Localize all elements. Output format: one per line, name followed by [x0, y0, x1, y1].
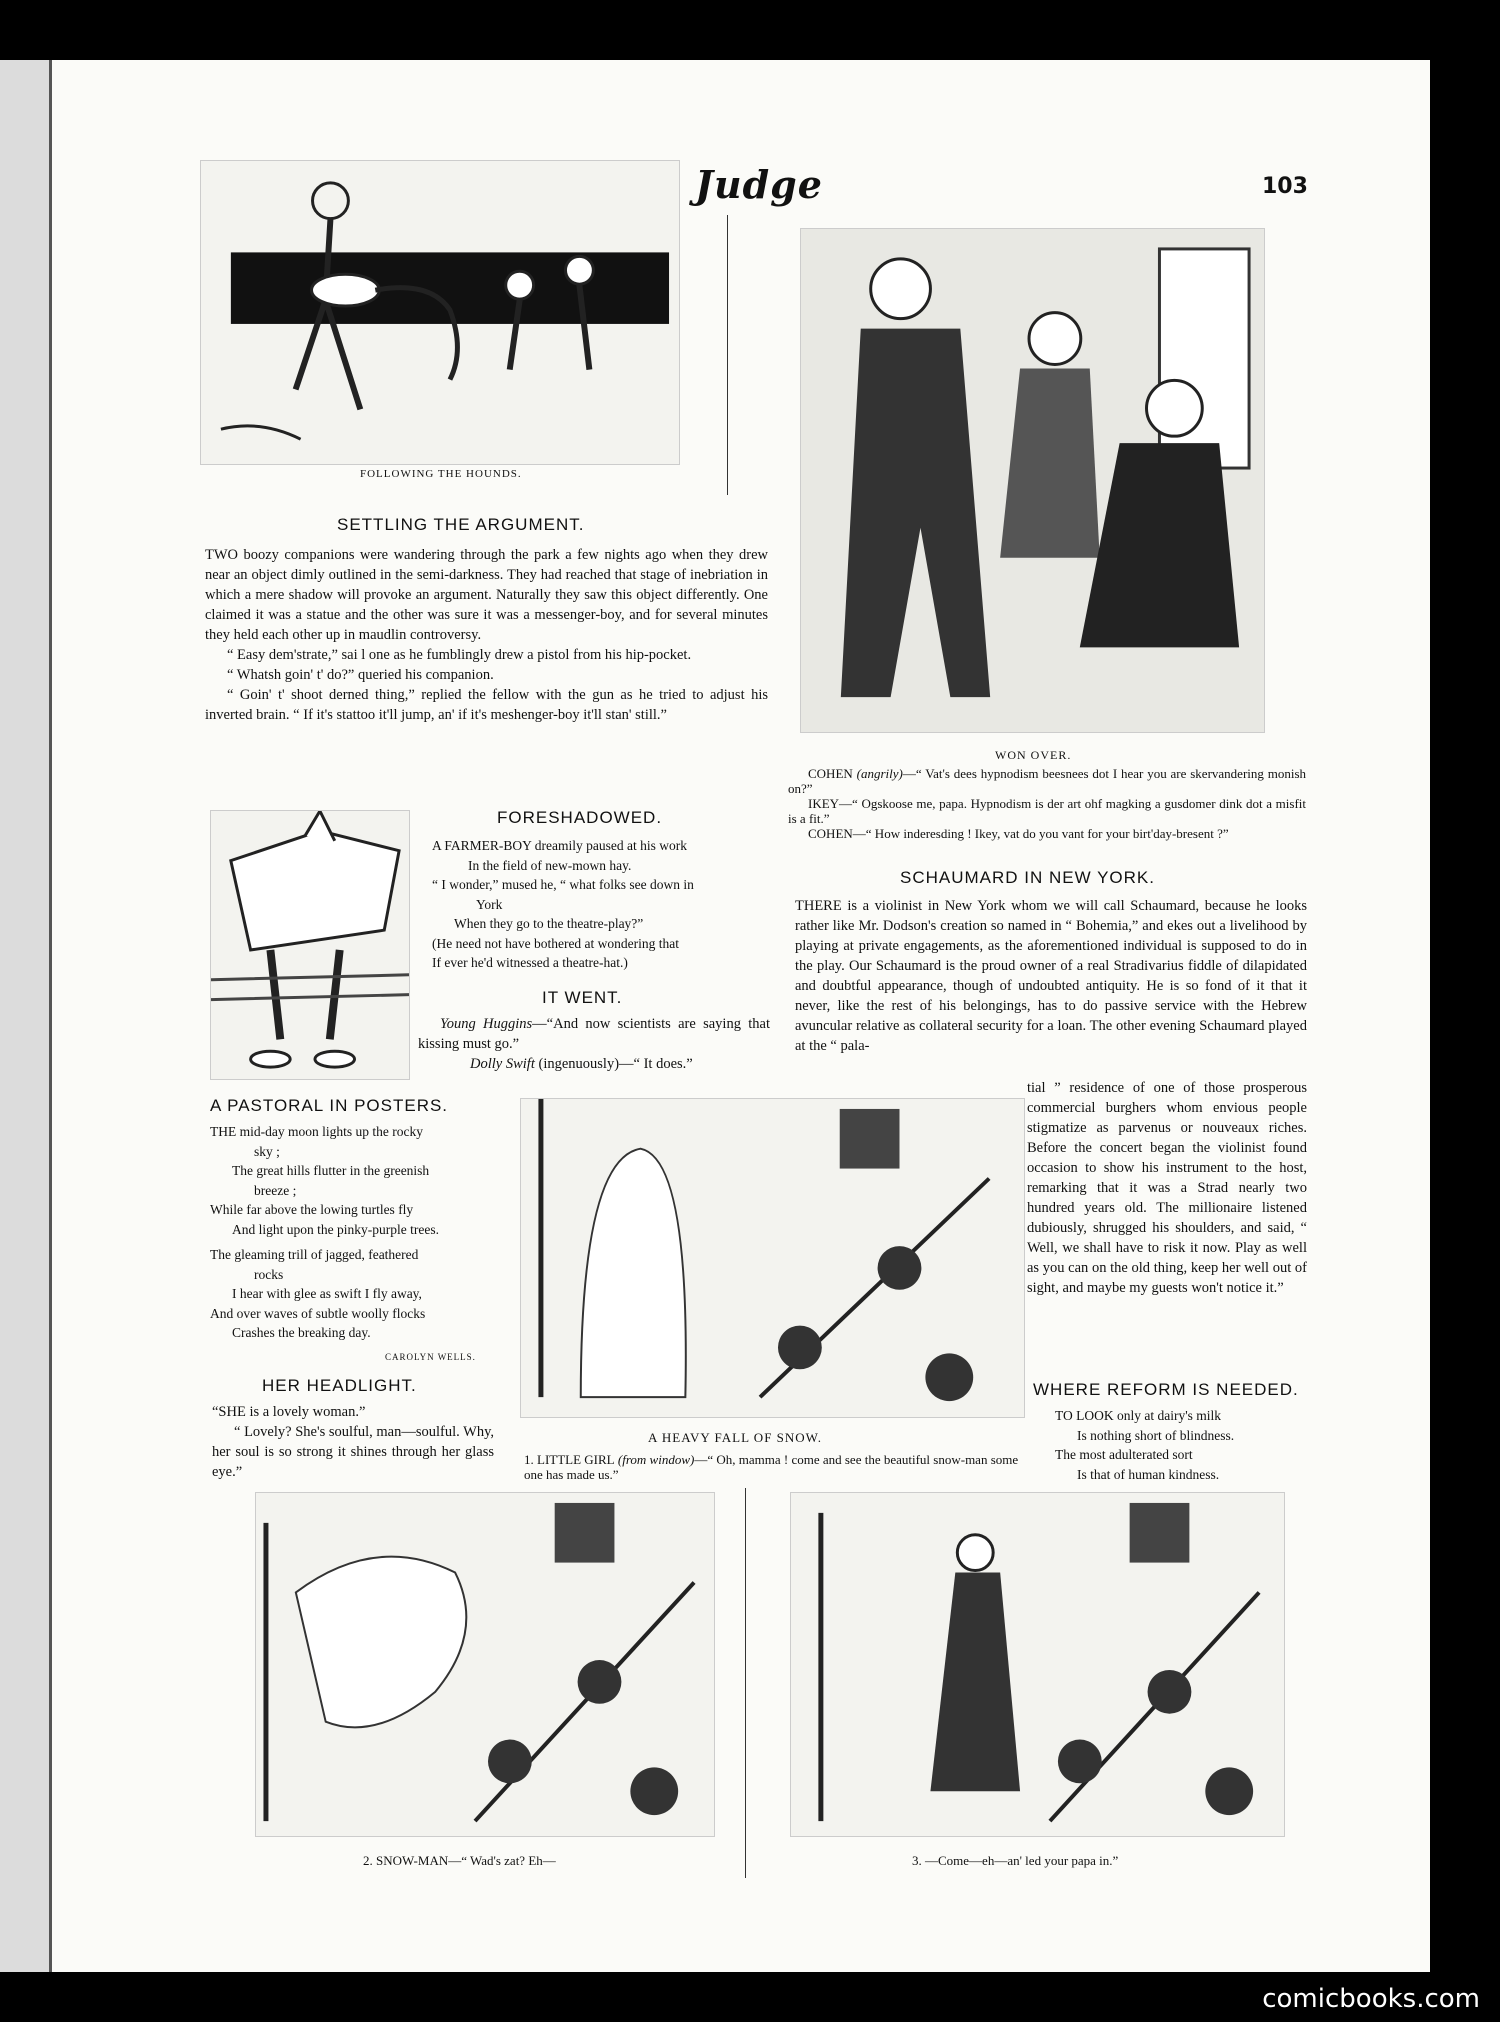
verse-line: TO LOOK only at dairy's milk: [1055, 1408, 1222, 1423]
column-rule-bottom: [745, 1488, 746, 1878]
column-rule-top: [727, 215, 728, 495]
verse-line: sky ;: [254, 1143, 280, 1159]
left-binding-strip: [0, 60, 52, 1972]
schaumard-body-2: [1027, 1078, 1307, 1298]
it-went-speaker-1: Young Huggins: [440, 1016, 533, 1032]
verse-line: Is that of human kindness.: [1077, 1466, 1220, 1482]
schaumard-paragraph: tial ” residence of one of those prosperous commercial burghers whom envious people stigmatize as parvenus or nouveaux riches. Before the concert began the violinist found occasion to show his instrument to the host, remarking that it was a Strad nearly two hundred years old. The millionaire listened dubiously, shrugged his shoulders, and said, “ Well, we shall have to risk it now. Play as well as you can on the old thing, keep her well out of sight, and maybe my guests won't notice it.”: [1027, 1080, 1307, 1296]
stage-direction: (from window): [617, 1452, 695, 1467]
pastoral-author: CAROLYN WELLS.: [385, 1352, 476, 1362]
speaker-name: IKEY: [808, 796, 840, 811]
it-went-text-2: (ingenuously)—“ It does.”: [534, 1056, 693, 1072]
schaumard-body-1: [795, 896, 1307, 1056]
verse-line: While far above the lowing turtles fly: [210, 1202, 414, 1217]
dialogue-text: —“ Ogskoose me, papa. Hypnodism is der art ohf magking a gusdomer dink dot a misfit is a fit.”: [788, 796, 1306, 826]
it-went-text-1: —“And now scientists are saying that kissing must go.”: [418, 1016, 770, 1052]
dialogue-text: —“ Vat's dees hypnodism beesnees dot I hear you are skervandering monish on?”: [788, 766, 1307, 796]
headlight-body: [212, 1402, 494, 1482]
won-over-line-2: [788, 796, 1306, 826]
verse-line: The most adulterated sort: [1055, 1447, 1193, 1462]
settling-paragraph: “ Whatsh goin' t' do?” queried his companion.: [227, 667, 494, 683]
snow-caption-2: 2. SNOW-MAN—“ Wad's zat? Eh—: [363, 1853, 556, 1868]
won-over-line-1: [788, 766, 1306, 796]
speaker-name: LITTLE GIRL: [537, 1452, 615, 1467]
verse-line: The gleaming trill of jagged, feathered: [210, 1247, 419, 1262]
dialogue-text: —“ How inderesding ! Ikey, vat do you vant for your birt'day-bresent ?”: [852, 826, 1229, 841]
settling-title: SETTLING THE ARGUMENT.: [337, 515, 585, 534]
won-over-dialogue: [788, 766, 1306, 841]
following-hounds-caption: FOLLOWING THE HOUNDS.: [360, 468, 522, 480]
site-credit: comicbooks.com: [1262, 1984, 1480, 2014]
settling-paragraph: TWO boozy companions were wandering through the park a few nights ago when they drew near an object dimly outlined in the semi-darkness. They had reached that stage of inebriation in which a mere shadow will provoke an argument. Naturally they saw this object differently. One claimed it was a statue and the other was sure it was a messenger-boy, and for several minutes they held each other up in maudlin controversy.: [205, 547, 768, 643]
following-hounds-illustration: [200, 160, 680, 465]
it-went-body: [418, 1014, 770, 1074]
won-over-line-3: [788, 826, 1306, 841]
verse-line: And over waves of subtle woolly flocks: [210, 1305, 426, 1321]
verse-line: A FARMER-BOY dreamily paused at his work: [432, 838, 687, 853]
snow-caption-3: 3. —Come—eh—an' led your papa in.”: [912, 1853, 1119, 1868]
foreshadowed-verse: [432, 836, 772, 973]
speaker-name: COHEN: [808, 766, 853, 781]
headlight-title: HER HEADLIGHT.: [262, 1376, 417, 1395]
snow-panel-3-illustration: [790, 1492, 1285, 1837]
verse-line: When they go to the theatre-play?”: [454, 916, 644, 931]
schaumard-paragraph: THERE is a violinist in New York whom we will call Schaumard, because he looks rather like Mr. Dodson's creation so named in “ Bohemia,” and ekes out a livelihood by playing at private engagements, as the aforementioned individual is supposed to do in the play. Our Schaumard is the proud owner of a real Stradivarius fiddle of dilapidated and doubtful appearance, though of undoubted antiquity. He is so fond of it that it never, like the rest of his belongings, has to do passive service with the Hebrew avuncular relative as collateral security for a loan. The other evening Schaumard played at the “ pala-: [795, 898, 1307, 1054]
reform-title: WHERE REFORM IS NEEDED.: [1033, 1380, 1299, 1399]
settling-paragraph: “ Easy dem'strate,” sai l one as he fumblingly drew a pistol from his hip-pocket.: [227, 647, 692, 663]
farmer-boy-illustration: [210, 810, 410, 1080]
page-number: 103: [1262, 174, 1308, 199]
verse-line: rocks: [254, 1266, 284, 1282]
snow-caption-1: [524, 1452, 1024, 1482]
verse-line: The great hills flutter in the greenish: [232, 1163, 430, 1178]
snow-panel-1-illustration: [520, 1098, 1025, 1418]
verse-line: Crashes the breaking day.: [232, 1325, 371, 1340]
verse-line: York: [476, 896, 503, 912]
schaumard-title: SCHAUMARD IN NEW YORK.: [900, 868, 1155, 887]
verse-line: If ever he'd witnessed a theatre-hat.): [432, 955, 628, 970]
verse-line: “ I wonder,” mused he, “ what folks see down in: [432, 877, 694, 892]
speaker-name: COHEN: [808, 826, 853, 841]
masthead: Judge: [695, 162, 823, 207]
reform-verse: [1055, 1406, 1305, 1484]
verse-line: (He need not have bothered at wondering that: [432, 935, 680, 951]
verse-line: THE mid-day moon lights up the rocky: [210, 1124, 423, 1139]
headlight-paragraph: “ Lovely? She's soulful, man—soulful. Why, her soul is so strong it shines through her glass eye.”: [212, 1424, 494, 1480]
it-went-line-2: [418, 1054, 770, 1074]
panel-number: 1.: [524, 1452, 534, 1467]
verse-line: In the field of new-mown hay.: [468, 857, 632, 873]
headlight-paragraph: “SHE is a lovely woman.”: [212, 1404, 366, 1420]
settling-paragraph: “ Goin' t' shoot derned thing,” replied the fellow with the gun as he tried to adjust his inverted brain. “ If it's stattoo it'll jump, an' if it's meshenger-boy it'll stan' still.”: [205, 687, 768, 723]
it-went-speaker-2: Dolly Swift: [470, 1056, 535, 1072]
snow-panel-2-illustration: [255, 1492, 715, 1837]
won-over-illustration: [800, 228, 1265, 733]
verse-line: Is nothing short of blindness.: [1077, 1427, 1235, 1443]
snow-title: A HEAVY FALL OF SNOW.: [648, 1430, 823, 1445]
verse-line: I hear with glee as swift I fly away,: [232, 1286, 422, 1301]
stage-direction: (angrily): [856, 766, 903, 781]
it-went-title: IT WENT.: [542, 988, 623, 1007]
won-over-title: WON OVER.: [995, 748, 1072, 762]
settling-body: [205, 545, 768, 725]
dialogue-text: —“ Oh, mamma ! come and see the beautiful snow-man some one has made us.”: [524, 1452, 1019, 1482]
it-went-line-1: [418, 1014, 770, 1054]
foreshadowed-title: FORESHADOWED.: [497, 808, 663, 827]
pastoral-verse: [210, 1122, 510, 1343]
verse-line: breeze ;: [254, 1182, 297, 1198]
pastoral-title: A PASTORAL IN POSTERS.: [210, 1096, 449, 1115]
verse-line: And light upon the pinky-purple trees.: [232, 1221, 439, 1237]
